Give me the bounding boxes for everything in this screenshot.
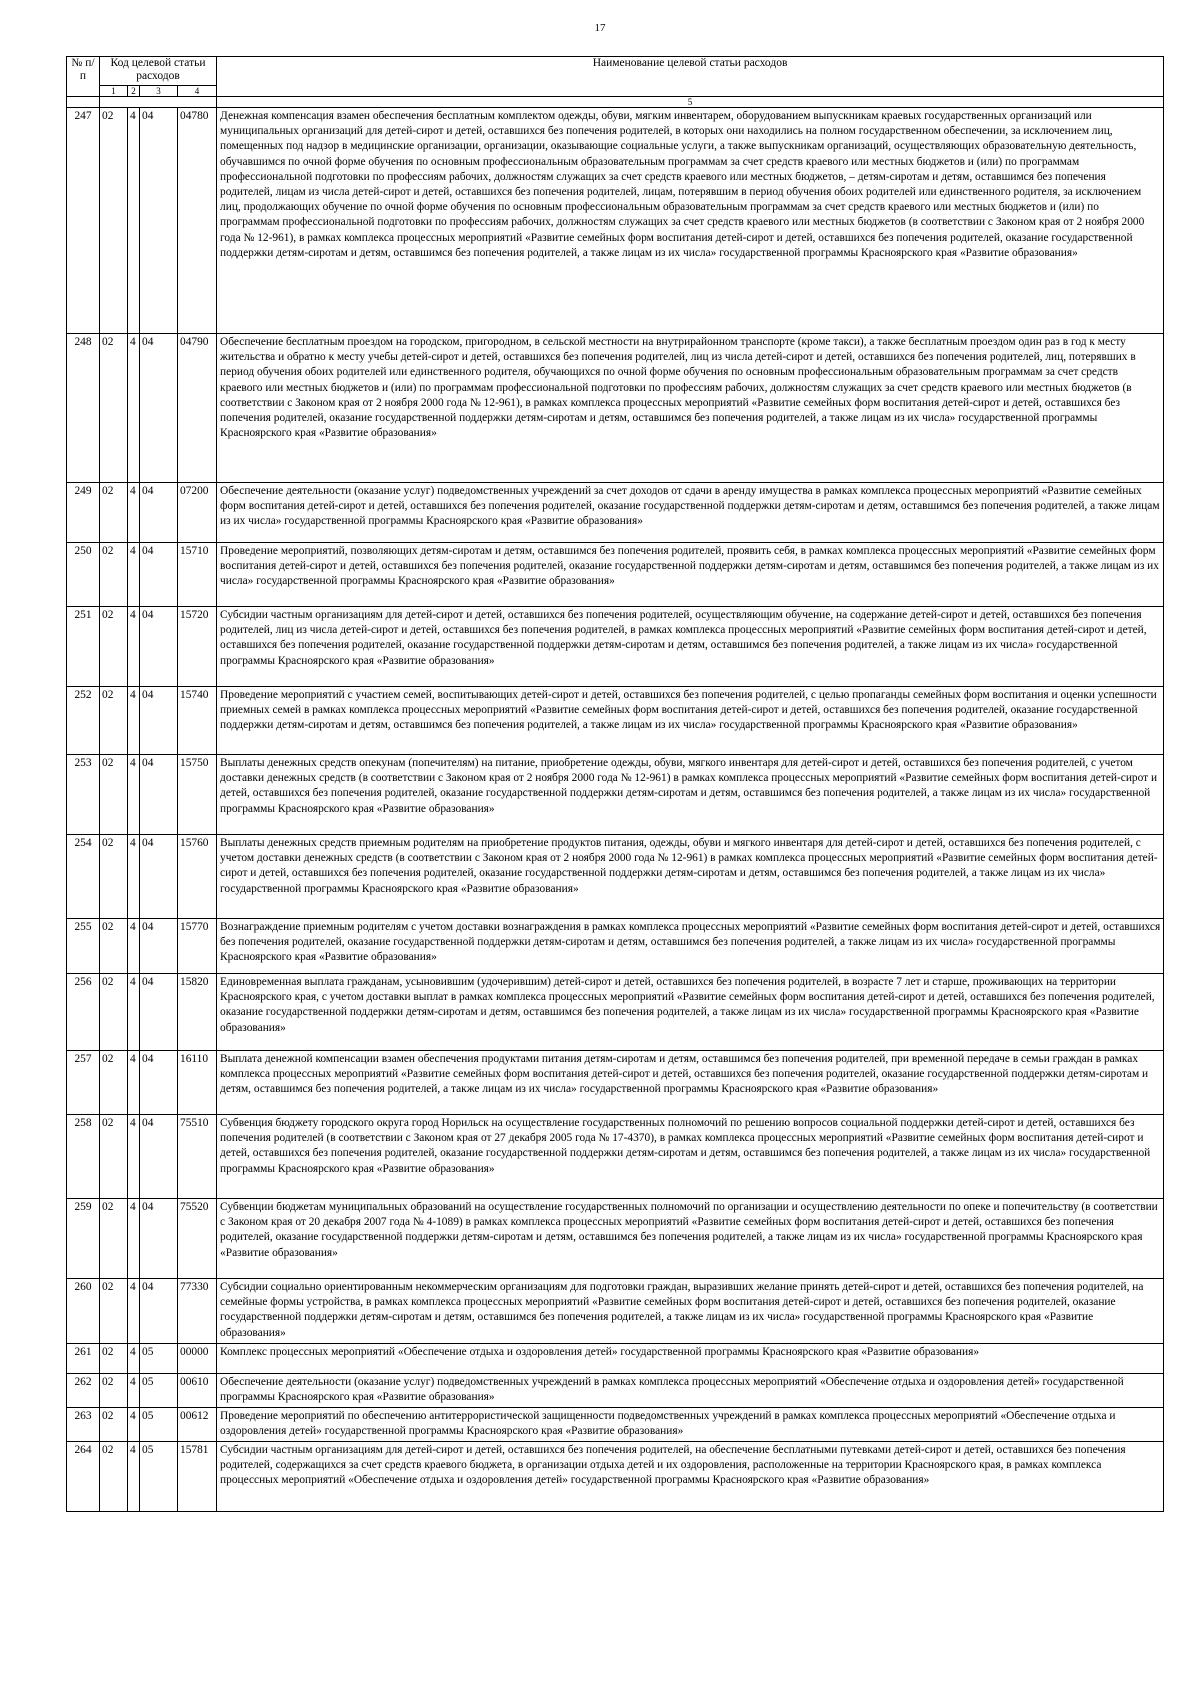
- code-subprogram-type: 4: [128, 1279, 140, 1344]
- header-col-number-5: 5: [217, 97, 1164, 108]
- table-row: [67, 835, 1164, 919]
- expense-item-name: Единовременная выплата гражданам, усыновившим (удочерившим) детей-сирот и детей, оставшихся без попечения родителей, в возрасте 7 лет и старше, проживающих на территории Красноярского края, с учетом доставки выплат в рамках комплекса процессных мероприятий «Развитие семейных форм воспитания детей-сирот и детей, оставшихся без попечения родителей, оказание государственной поддержки детям-сиротам и детям, оставшимся без попечения родителей, а также лицам из их числа» государственной программы Красноярского края «Развитие образования»: [217, 974, 1164, 1051]
- code-complex: 05: [140, 1442, 178, 1512]
- code-direction: 75510: [178, 1115, 217, 1199]
- code-direction: 15760: [178, 835, 217, 919]
- code-complex: 04: [140, 974, 178, 1051]
- header-col-number-4: 4: [178, 86, 217, 97]
- code-subprogram-type: 4: [128, 1442, 140, 1512]
- code-direction: 00612: [178, 1408, 217, 1442]
- expense-item-name: Субсидии частным организациям для детей-сирот и детей, оставшихся без попечения родителей, на обеспечение бесплатными путевками детей-сирот и детей, оставшихся без попечения родителей, содержащихся за счет средств краевого бюджета, в организации отдыха детей и их оздоровления, расположенные на территории Красноярского края, в рамках комплекса процессных мероприятий «Обеспечение отдыха и оздоровления детей» государственной программы Красноярского края «Развитие образования»: [217, 1442, 1164, 1512]
- header-name: Наименование целевой статьи расходов: [217, 57, 1164, 97]
- expense-item-name: Проведение мероприятий с участием семей, воспитывающих детей-сирот и детей, оставшихся без попечения родителей, с целью пропаганды семейных форм воспитания и оценки успешности приемных семей в рамках комплекса процессных мероприятий «Развитие семейных форм воспитания детей-сирот и детей, оставшихся без попечения родителей, оказание государственной поддержки детям-сиротам и детям, оставшимся без попечения родителей, а также лицам из их числа» государственной программы Красноярского края «Развитие образования»: [217, 687, 1164, 755]
- expense-item-name: Субвенции бюджетам муниципальных образований на осуществление государственных полномочий по организации и осуществлению деятельности по опеке и попечительству (в соответствии с Законом края от 20 декабря 2007 года № 4-1089) в рамках комплекса процессных мероприятий «Развитие семейных форм воспитания детей-сирот и детей, оставшихся без попечения родителей, оказание государственной поддержки детям-сиротам и детям, оставшимся без попечения родителей, а также лицам из их числа» государственной программы Красноярского края «Развитие образования»: [217, 1199, 1164, 1279]
- expense-item-name: Вознаграждение приемным родителям с учетом доставки вознаграждения в рамках комплекса процессных мероприятий «Развитие семейных форм воспитания детей-сирот и детей, оставшихся без попечения родителей, оказание государственной поддержки детям-сиротам и детям, оставшимся без попечения родителей, а также лицам из их числа» государственной программы Красноярского края «Развитие образования»: [217, 919, 1164, 974]
- table-body: [67, 108, 1164, 1512]
- expense-item-name: Обеспечение деятельности (оказание услуг) подведомственных учреждений в рамках комплекса процессных мероприятий «Обеспечение отдыха и оздоровления детей» государственной программы Красноярского края «Развитие образования»: [217, 1374, 1164, 1408]
- code-subprogram-type: 4: [128, 835, 140, 919]
- code-program: 02: [100, 1442, 128, 1512]
- row-number: 252: [67, 687, 100, 755]
- table-row: [67, 543, 1164, 607]
- expense-item-name: Проведение мероприятий по обеспечению антитеррористической защищенности подведомственных учреждений в рамках комплекса процессных мероприятий «Обеспечение отдыха и оздоровления детей» государственной программы Красноярского края «Развитие образования»: [217, 1408, 1164, 1442]
- row-number: 257: [67, 1051, 100, 1115]
- code-subprogram-type: 4: [128, 919, 140, 974]
- code-complex: 05: [140, 1344, 178, 1374]
- row-number: 249: [67, 483, 100, 543]
- code-complex: 04: [140, 1051, 178, 1115]
- code-direction: 77330: [178, 1279, 217, 1344]
- expense-item-name: Субсидии частным организациям для детей-сирот и детей, оставшихся без попечения родителей, осуществляющим обучение, на содержание детей-сирот и детей, оставшихся без попечения родителей, лиц из числа детей-сирот и детей, оставшихся без попечения родителей, в рамках комплекса процессных мероприятий «Развитие семейных форм воспитания детей-сирот и детей, оставшихся без попечения родителей, оказание государственной поддержки детям-сиротам и детям, оставшимся без попечения родителей, а также лицам из их числа» государственной программы Красноярского края «Развитие образования»: [217, 607, 1164, 687]
- code-direction: 15750: [178, 755, 217, 835]
- code-program: 02: [100, 1374, 128, 1408]
- row-number: 254: [67, 835, 100, 919]
- code-program: 02: [100, 835, 128, 919]
- code-direction: 15820: [178, 974, 217, 1051]
- code-subprogram-type: 4: [128, 1374, 140, 1408]
- code-direction: 04780: [178, 108, 217, 334]
- table-row: [67, 974, 1164, 1051]
- code-program: 02: [100, 687, 128, 755]
- page-number: 17: [594, 22, 606, 34]
- code-complex: 04: [140, 835, 178, 919]
- code-program: 02: [100, 1115, 128, 1199]
- header-col-spacer: [100, 97, 217, 108]
- header-col-number-2: 2: [128, 86, 140, 97]
- code-complex: 04: [140, 687, 178, 755]
- table-row: [67, 108, 1164, 334]
- code-direction: 16110: [178, 1051, 217, 1115]
- row-number: 264: [67, 1442, 100, 1512]
- table-row: [67, 919, 1164, 974]
- row-number: 261: [67, 1344, 100, 1374]
- code-subprogram-type: 4: [128, 974, 140, 1051]
- code-direction: 15781: [178, 1442, 217, 1512]
- code-subprogram-type: 4: [128, 1408, 140, 1442]
- code-subprogram-type: 4: [128, 1051, 140, 1115]
- code-direction: 15740: [178, 687, 217, 755]
- code-subprogram-type: 4: [128, 1199, 140, 1279]
- table-row: [67, 1374, 1164, 1408]
- code-subprogram-type: 4: [128, 755, 140, 835]
- header-col-number-1: 1: [100, 86, 128, 97]
- table-row: [67, 1051, 1164, 1115]
- budget-code-table: [66, 56, 1164, 1512]
- code-complex: 04: [140, 755, 178, 835]
- code-subprogram-type: 4: [128, 687, 140, 755]
- header-col-number-3: 3: [140, 86, 178, 97]
- code-complex: 04: [140, 334, 178, 483]
- code-subprogram-type: 4: [128, 483, 140, 543]
- code-program: 02: [100, 1199, 128, 1279]
- code-subprogram-type: 4: [128, 334, 140, 483]
- code-program: 02: [100, 1344, 128, 1374]
- code-subprogram-type: 4: [128, 607, 140, 687]
- row-number: 253: [67, 755, 100, 835]
- expense-item-name: Выплата денежной компенсации взамен обеспечения продуктами питания детям-сиротам и детям, оставшимся без попечения родителей, при временной передаче в семьи граждан в рамках комплекса процессных мероприятий «Развитие семейных форм воспитания детей-сирот и детей, оставшихся без попечения родителей, оказание государственной поддержки детям-сиротам и детям, оставшимся без попечения родителей, а также лицам из их числа» государственной программы Красноярского края «Развитие образования»: [217, 1051, 1164, 1115]
- code-subprogram-type: 4: [128, 1115, 140, 1199]
- code-program: 02: [100, 607, 128, 687]
- code-direction: 75520: [178, 1199, 217, 1279]
- code-complex: 04: [140, 1279, 178, 1344]
- code-complex: 04: [140, 1199, 178, 1279]
- code-direction: 04790: [178, 334, 217, 483]
- table-row: [67, 1408, 1164, 1442]
- expense-item-name: Денежная компенсация взамен обеспечения бесплатным комплектом одежды, обуви, мягким инвентарем, оборудованием выпускникам краевых государственных организаций или муниципальных организаций для детей-сирот и детей, оставшихся без попечения родителей, в которых они находились на полном государственном обеспечении, за исключением лиц, помещенных под надзор в медицинские организации, организации, оказывающие социальные услуги, а также выпускникам организаций, осуществляющих образовательную деятельность, обучавшимся по очной форме обучения по основным профессиональным образовательным программам за счет средств краевого или местных бюджетов и (или) по программам профессиональной подготовки по профессиям рабочих, должностям служащих за счет средств краевого или местных бюджетов, – детям-сиротам и детям, оставшимся без попечения родителей, лицам из числа детей-сирот и детей, оставшихся без попечения родителей, лицам, потерявшим в период обучения обоих родителей или единственного родителя, за исключением лиц, продолжающих обучение по очной форме обучения по основным профессиональным образовательным программам за счет средств краевого или местных бюджетов и (или) по программам профессиональной подготовки по профессиям рабочих, должностям служащих за счет средств краевого или местных бюджетов (в соответствии с Законом края от 2 ноября 2000 года № 12-961), в рамках комплекса процессных мероприятий «Развитие семейных форм воспитания детей-сирот и детей, оставшихся без попечения родителей, оказание государственной поддержки детям-сиротам и детям, оставшимся без попечения родителей, а также лицам из их числа» государственной программы Красноярского края «Развитие образования»: [217, 108, 1164, 334]
- row-number: 251: [67, 607, 100, 687]
- code-program: 02: [100, 919, 128, 974]
- table-row: [67, 755, 1164, 835]
- expense-item-name: Субвенция бюджету городского округа город Норильск на осуществление государственных полномочий по решению вопросов социальной поддержки детей-сирот и детей, оставшихся без попечения родителей (в соответствии с Законом края от 27 декабря 2005 года № 17-4370), в рамках комплекса процессных мероприятий «Развитие семейных форм воспитания детей-сирот и детей, оставшихся без попечения родителей, оказание государственной поддержки детям-сиротам и детям, оставшимся без попечения родителей, а также лицам из их числа» государственной программы Красноярского края «Развитие образования»: [217, 1115, 1164, 1199]
- row-number: 255: [67, 919, 100, 974]
- code-direction: 15770: [178, 919, 217, 974]
- row-number: 256: [67, 974, 100, 1051]
- code-complex: 04: [140, 483, 178, 543]
- table-row: [67, 1199, 1164, 1279]
- code-complex: 05: [140, 1408, 178, 1442]
- expense-item-name: Обеспечение бесплатным проездом на городском, пригородном, в сельской местности на внутрирайонном транспорте (кроме такси), а также бесплатным проездом один раз в год к месту жительства и обратно к месту учебы детей-сирот и детей, оставшихся без попечения родителей, лиц из числа детей-сирот и детей, оставшихся без попечения родителей, лиц, потерявших в период обучения обоих родителей или единственного родителя, обучающихся по очной форме обучения по основным профессиональным образовательным программам за счет средств краевого или местных бюджетов и (или) по программам профессиональной подготовки по профессиям рабочих, должностям служащих за счет средств краевого или местных бюджетов (в соответствии с Законом края от 2 ноября 2000 года № 12-961), в рамках комплекса процессных мероприятий «Развитие семейных форм воспитания детей-сирот и детей, оставшихся без попечения родителей, оказание государственной поддержки детям-сиротам и детям, оставшимся без попечения родителей, а также лицам из их числа» государственной программы Красноярского края «Развитие образования»: [217, 334, 1164, 483]
- code-subprogram-type: 4: [128, 543, 140, 607]
- row-number: 248: [67, 334, 100, 483]
- expense-item-name: Комплекс процессных мероприятий «Обеспечение отдыха и оздоровления детей» государственной программы Красноярского края «Развитие образования»: [217, 1344, 1164, 1374]
- table-row: [67, 1344, 1164, 1374]
- code-program: 02: [100, 755, 128, 835]
- code-direction: 00000: [178, 1344, 217, 1374]
- table-row: [67, 1279, 1164, 1344]
- header-col-blank: [67, 97, 100, 108]
- code-complex: 04: [140, 1115, 178, 1199]
- code-subprogram-type: 4: [128, 1344, 140, 1374]
- code-program: 02: [100, 1051, 128, 1115]
- expense-item-name: Выплаты денежных средств приемным родителям на приобретение продуктов питания, одежды, обуви и мягкого инвентаря для детей-сирот и детей, оставшихся без попечения родителей, с учетом доставки денежных средств (в соответствии с Законом края от 2 ноября 2000 года № 12-961) в рамках комплекса процессных мероприятий «Развитие семейных форм воспитания детей-сирот и детей, оставшихся без попечения родителей, оказание государственной поддержки детям-сиротам и детям, оставшимся без попечения родителей, а также лицам из их числа» государственной программы Красноярского края «Развитие образования»: [217, 835, 1164, 919]
- table-row: [67, 334, 1164, 483]
- code-direction: 15720: [178, 607, 217, 687]
- code-program: 02: [100, 1279, 128, 1344]
- code-program: 02: [100, 108, 128, 334]
- code-program: 02: [100, 334, 128, 483]
- expense-item-name: Субсидии социально ориентированным некоммерческим организациям для подготовки граждан, выразивших желание принять детей-сирот и детей, оставшихся без попечения родителей, на семейные формы устройства, в рамках комплекса процессных мероприятий «Развитие семейных форм воспитания детей-сирот и детей, оставшихся без попечения родителей, оказание государственной поддержки детям-сиротам и детям, оставшимся без попечения родителей, а также лицам из их числа» государственной программы Красноярского края «Развитие образования»: [217, 1279, 1164, 1344]
- code-program: 02: [100, 974, 128, 1051]
- code-direction: 15710: [178, 543, 217, 607]
- code-program: 02: [100, 483, 128, 543]
- table-row: [67, 483, 1164, 543]
- row-number: 250: [67, 543, 100, 607]
- expense-item-name: Проведение мероприятий, позволяющих детям-сиротам и детям, оставшимся без попечения родителей, проявить себя, в рамках комплекса процессных мероприятий «Развитие семейных форм воспитания детей-сирот и детей, оставшихся без попечения родителей, оказание государственной поддержки детям-сиротам и детям, оставшимся без попечения родителей, а также лицам из их числа» государственной программы Красноярского края «Развитие образования»: [217, 543, 1164, 607]
- code-program: 02: [100, 1408, 128, 1442]
- row-number: 260: [67, 1279, 100, 1344]
- code-direction: 07200: [178, 483, 217, 543]
- table-row: [67, 1115, 1164, 1199]
- code-subprogram-type: 4: [128, 108, 140, 334]
- code-complex: 04: [140, 108, 178, 334]
- header-code-group: Код целевой статьи расходов: [100, 57, 217, 86]
- code-complex: 04: [140, 543, 178, 607]
- code-complex: 05: [140, 1374, 178, 1408]
- table-row: [67, 687, 1164, 755]
- code-complex: 04: [140, 607, 178, 687]
- expense-item-name: Обеспечение деятельности (оказание услуг) подведомственных учреждений за счет доходов от сдачи в аренду имущества в рамках комплекса процессных мероприятий «Развитие семейных форм воспитания детей-сирот и детей, оставшихся без попечения родителей, оказание государственной поддержки детям-сиротам и детям, оставшимся без попечения родителей, а также лицам из их числа» государственной программы Красноярского края «Развитие образования»: [217, 483, 1164, 543]
- header-row-number: № п/п: [67, 57, 100, 97]
- row-number: 247: [67, 108, 100, 334]
- row-number: 259: [67, 1199, 100, 1279]
- code-program: 02: [100, 543, 128, 607]
- code-complex: 04: [140, 919, 178, 974]
- row-number: 263: [67, 1408, 100, 1442]
- row-number: 258: [67, 1115, 100, 1199]
- code-direction: 00610: [178, 1374, 217, 1408]
- table-row: [67, 1442, 1164, 1512]
- row-number: 262: [67, 1374, 100, 1408]
- expense-item-name: Выплаты денежных средств опекунам (попечителям) на питание, приобретение одежды, обуви, мягкого инвентаря для детей-сирот и детей, оставшихся без попечения родителей, с учетом доставки денежных средств (в соответствии с Законом края от 2 ноября 2000 года № 12-961) в рамках комплекса процессных мероприятий «Развитие семейных форм воспитания детей-сирот и детей, оставшихся без попечения родителей, оказание государственной поддержки детям-сиротам и детям, оставшимся без попечения родителей, а также лицам из их числа» государственной программы Красноярского края «Развитие образования»: [217, 755, 1164, 835]
- table-row: [67, 607, 1164, 687]
